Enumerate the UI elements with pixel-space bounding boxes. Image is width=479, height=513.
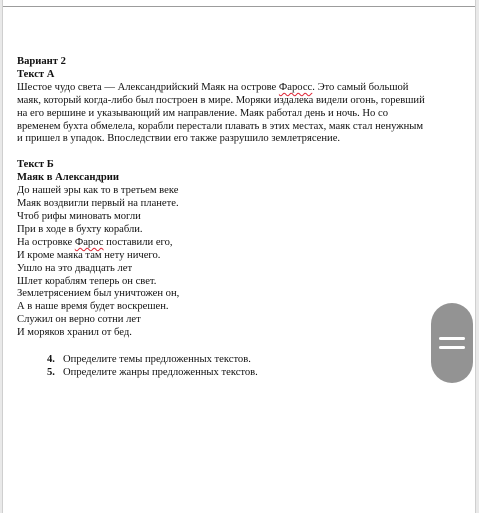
text-b-subtitle: Маяк в Александрии bbox=[17, 172, 119, 184]
questions-list bbox=[17, 354, 437, 380]
question-text: Определите жанры предложенных текстов. bbox=[63, 366, 258, 378]
question-number: 4. bbox=[47, 354, 55, 366]
question-text: Определите темы предложенных текстов. bbox=[63, 354, 251, 366]
question-number: 5. bbox=[47, 366, 55, 378]
text-b-title: Текст Б bbox=[17, 159, 54, 171]
verse-line: При в ходе в бухту корабли. bbox=[17, 223, 143, 235]
verse-line: Шлет кораблям теперь он свет. bbox=[17, 275, 157, 287]
floating-menu-button[interactable] bbox=[431, 303, 473, 383]
verse-line: Землетрясением был уничтожен он, bbox=[17, 288, 180, 300]
text-a-title: Текст А bbox=[17, 68, 55, 80]
text-a-line-5: и пришел в упадок. Впоследствии его также разрушило землетрясение. bbox=[17, 133, 341, 145]
verse-line: На островке Фарос поставили его, bbox=[17, 236, 173, 248]
verse-line: И моряков хранил от бед. bbox=[17, 327, 132, 339]
verse-line: Чтоб рифы миновать могли bbox=[17, 210, 141, 222]
text-a-line-2: маяк, который когда-либо был построен в мире. Моряки издалека видели огонь, горевший bbox=[17, 94, 425, 106]
paragraph-gap bbox=[17, 146, 437, 159]
question-item bbox=[47, 367, 437, 380]
page-top-border bbox=[3, 6, 475, 7]
spelling-error-word[interactable]: Фаросс bbox=[278, 81, 313, 93]
document-content bbox=[17, 56, 437, 380]
verse-line: И кроме маяка там нету ничего. bbox=[17, 249, 161, 261]
text-a-line-4: временем бухта обмелела, корабли перестали плавать в этих местах, маяк стал ненужным bbox=[17, 120, 424, 132]
spelling-error-word[interactable]: Фарос bbox=[74, 236, 104, 248]
document-page bbox=[2, 0, 476, 513]
verse-line: Служил он верно сотни лет bbox=[17, 314, 141, 326]
menu-icon bbox=[439, 337, 465, 340]
text-a-line-3: на его вершине и указывающий им направление. Маяк работал день и ночь. Но со bbox=[17, 107, 388, 119]
verse-line: До нашей эры как то в третьем веке bbox=[17, 185, 179, 197]
variant-heading: Вариант 2 bbox=[17, 56, 66, 67]
verse-line: А в наше время будет воскрешен. bbox=[17, 301, 169, 313]
verse-line: Ушло на это двадцать лет bbox=[17, 262, 133, 274]
text-a-line-1: Шестое чудо света — Александрийский Маяк на острове Фаросс. Это самый большой bbox=[17, 81, 409, 93]
verse-line: Маяк воздвигли первый на планете. bbox=[17, 198, 179, 210]
question-item bbox=[47, 354, 437, 367]
